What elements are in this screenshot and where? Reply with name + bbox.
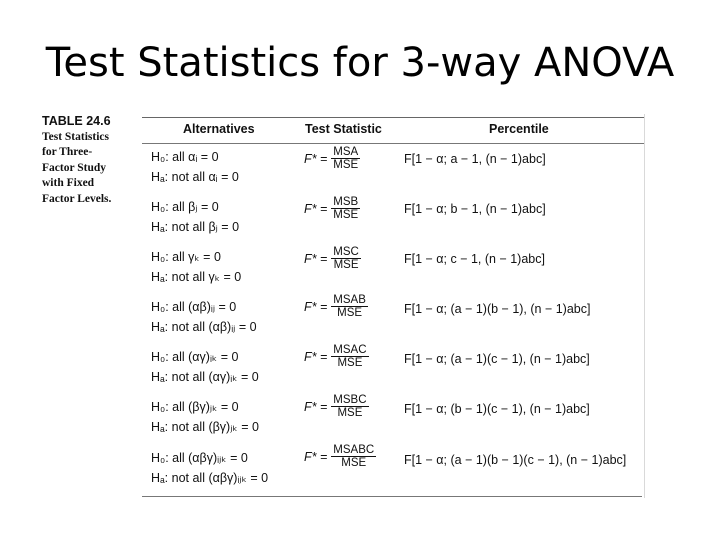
- caption-line: for Three-: [42, 146, 93, 158]
- test-statistic-cell: [304, 146, 360, 171]
- f-star-label: F* =: [304, 449, 328, 464]
- fraction: [331, 146, 360, 171]
- alternative-hypothesis: Hₐ: not all (αγ)ᵢₖ = 0: [151, 369, 259, 384]
- hypotheses-cell: [151, 248, 241, 287]
- numerator: MSB: [333, 196, 359, 208]
- caption-line: Factor Levels.: [42, 192, 112, 205]
- hypotheses-cell: [151, 449, 268, 488]
- alternative-hypothesis: Hₐ: not all (αβ)ᵢⱼ = 0: [151, 319, 257, 334]
- null-hypothesis: H₀: all αᵢ = 0: [151, 150, 219, 164]
- header-alternatives: Alternatives: [183, 122, 255, 136]
- f-star-label: F* =: [304, 299, 328, 314]
- numerator: MSC: [333, 246, 359, 258]
- null-hypothesis: H₀: all (αγ)ᵢₖ = 0: [151, 350, 239, 364]
- denominator: MSE: [333, 259, 359, 271]
- numerator: MSAC: [333, 344, 367, 356]
- fraction: [331, 246, 361, 271]
- test-statistic-cell: [304, 246, 361, 271]
- null-hypothesis: H₀: all (αβ)ᵢⱼ = 0: [151, 300, 237, 314]
- percentile-cell: F[1 − α; (b − 1)(c − 1), (n − 1)abc]: [404, 402, 590, 416]
- denominator: MSE: [333, 209, 359, 221]
- test-statistic-cell: [304, 196, 360, 221]
- denominator: MSE: [341, 457, 367, 469]
- f-star-label: F* =: [304, 201, 328, 216]
- percentile-cell: F[1 − α; c − 1, (n − 1)abc]: [404, 252, 545, 266]
- percentile-cell: F[1 − α; (a − 1)(b − 1)(c − 1), (n − 1)abc]: [404, 453, 627, 467]
- hypotheses-cell: [151, 398, 259, 437]
- alternative-hypothesis: Hₐ: not all βⱼ = 0: [151, 219, 240, 234]
- table-header-rule: [142, 143, 644, 144]
- numerator: MSA: [333, 146, 359, 158]
- table-row: [0, 248, 720, 298]
- header-test-statistic: Test Statistic: [305, 122, 382, 136]
- fraction: [331, 294, 368, 319]
- fraction: [331, 344, 368, 369]
- caption-line: with Fixed: [42, 177, 95, 189]
- denominator: MSE: [337, 307, 363, 319]
- table-row: [0, 344, 720, 398]
- fraction: [331, 394, 368, 419]
- table-top-rule: [142, 117, 644, 118]
- slide-title: Test Statistics for 3-way ANOVA: [45, 40, 675, 86]
- percentile-cell: F[1 − α; a − 1, (n − 1)abc]: [404, 152, 546, 166]
- fraction: [331, 196, 360, 221]
- f-star-label: F* =: [304, 349, 328, 364]
- table-number: TABLE 24.6: [42, 114, 111, 128]
- alternative-hypothesis: Hₐ: not all (βγ)ⱼₖ = 0: [151, 419, 259, 434]
- test-statistic-cell: [304, 344, 369, 369]
- caption-line: Factor Study: [42, 161, 106, 174]
- alternative-hypothesis: Hₐ: not all αᵢ = 0: [151, 169, 239, 184]
- f-star-label: F* =: [304, 151, 328, 166]
- f-star-label: F* =: [304, 251, 328, 266]
- test-statistic-cell: [304, 394, 369, 419]
- null-hypothesis: H₀: all (αβγ)ᵢⱼₖ = 0: [151, 451, 248, 465]
- hypotheses-cell: [151, 198, 239, 237]
- table-row: [0, 394, 720, 448]
- table-row: [0, 444, 720, 499]
- table-row: [0, 294, 720, 348]
- percentile-cell: F[1 − α; (a − 1)(b − 1), (n − 1)abc]: [404, 302, 591, 316]
- header-percentile: Percentile: [489, 122, 549, 136]
- percentile-cell: F[1 − α; (a − 1)(c − 1), (n − 1)abc]: [404, 352, 590, 366]
- numerator: MSBC: [333, 394, 367, 406]
- denominator: MSE: [337, 407, 363, 419]
- denominator: MSE: [333, 159, 359, 171]
- denominator: MSE: [337, 357, 363, 369]
- table-row: [0, 148, 720, 198]
- null-hypothesis: H₀: all γₖ = 0: [151, 250, 221, 264]
- null-hypothesis: H₀: all (βγ)ⱼₖ = 0: [151, 400, 239, 414]
- table-row: [0, 198, 720, 248]
- fraction: [331, 444, 376, 469]
- test-statistic-cell: [304, 444, 376, 469]
- alternative-hypothesis: Hₐ: not all γₖ = 0: [151, 269, 242, 284]
- percentile-cell: F[1 − α; b − 1, (n − 1)abc]: [404, 202, 546, 216]
- hypotheses-cell: [151, 348, 259, 387]
- f-star-label: F* =: [304, 399, 328, 414]
- numerator: MSAB: [333, 294, 366, 306]
- hypotheses-cell: [151, 298, 257, 337]
- null-hypothesis: H₀: all βⱼ = 0: [151, 200, 219, 214]
- alternative-hypothesis: Hₐ: not all (αβγ)ᵢⱼₖ = 0: [151, 470, 269, 485]
- numerator: MSABC: [333, 444, 375, 456]
- caption-line: Test Statistics: [42, 130, 109, 143]
- hypotheses-cell: [151, 148, 239, 187]
- test-statistic-cell: [304, 294, 368, 319]
